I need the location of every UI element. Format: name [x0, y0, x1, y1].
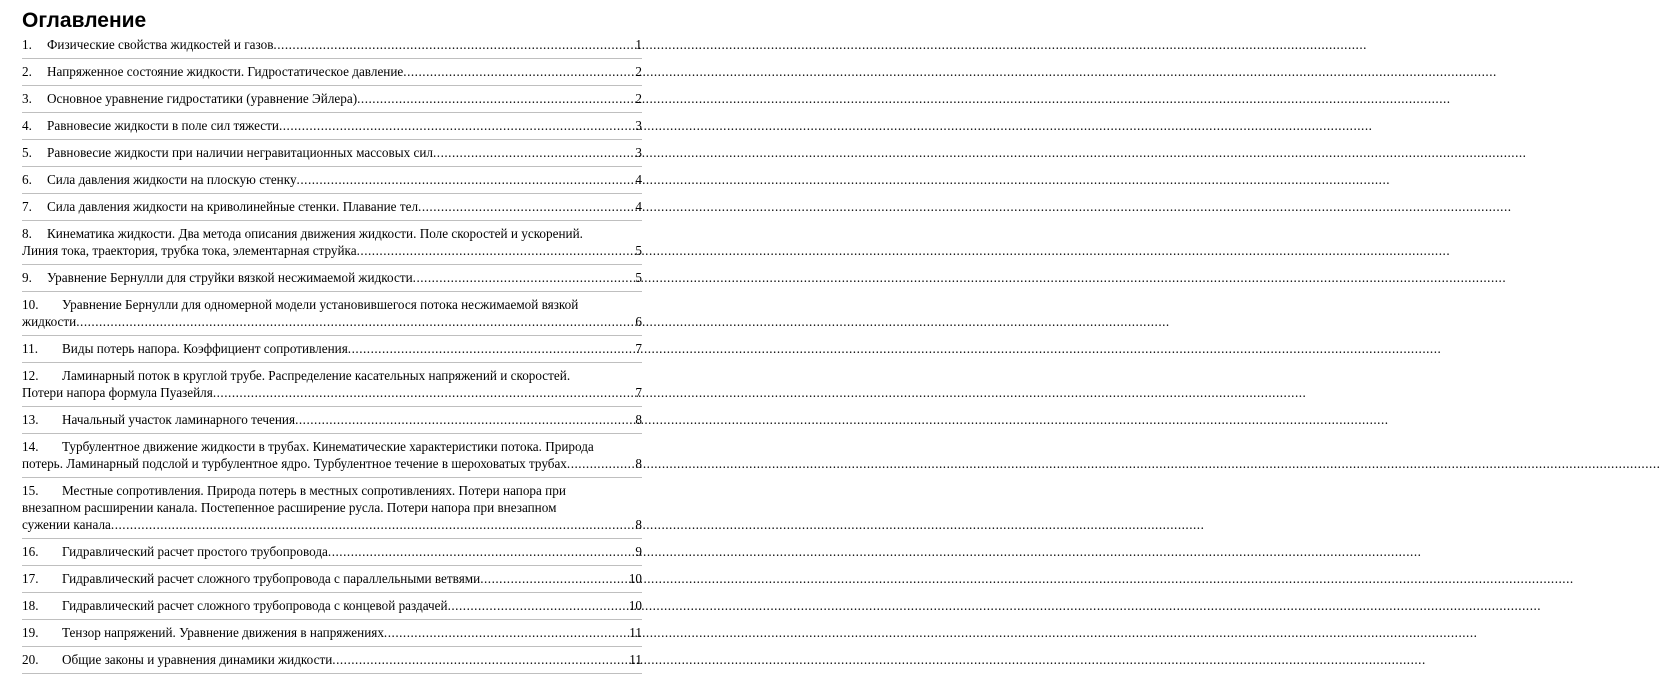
toc-entry-number: 8. [22, 226, 32, 241]
toc-entry-text: Гидравлический расчет сложного трубопровода с концевой раздачей [62, 598, 448, 613]
toc-entry-number: 1. [22, 37, 32, 52]
toc-entry-text-line-2: внезапном расширении канала. Постепенное расширение русла. Потери напора при внезапном [22, 500, 557, 515]
toc-entry-2[interactable] [22, 59, 642, 86]
toc-entry-text-line-1: Кинематика жидкости. Два метода описания движения жидкости. Поле скоростей и ускорений. [47, 226, 583, 241]
toc-entry-11[interactable] [22, 336, 642, 363]
toc-entry-text-line-1: Уравнение Бернулли для одномерной модели установившегося потока несжимаемой вязкой [62, 297, 579, 312]
toc-list [22, 36, 642, 674]
toc-entry-4[interactable] [22, 113, 642, 140]
toc-entry-5[interactable] [22, 140, 642, 167]
toc-entry-text: Гидравлический расчет простого трубопровода [62, 544, 328, 559]
toc-entry-text-line-1: Турбулентное движение жидкости в трубах. Кинематические характеристики потока. Природа [62, 439, 594, 454]
toc-entry-page: 11 [629, 625, 642, 640]
dot-leader [357, 90, 635, 107]
toc-entry-text-line-1: Ламинарный поток в круглой трубе. Распределение касательных напряжений и скоростей. [62, 368, 571, 383]
dot-leader [328, 543, 636, 560]
toc-entry-text-line-2: потерь. Ламинарный подслой и турбулентное ядро. Турбулентное течение в шероховатых трубах [22, 456, 567, 471]
dot-leader [384, 624, 629, 641]
dot-leader [332, 651, 629, 668]
dot-leader [76, 313, 635, 330]
toc-entry-page: 6 [635, 314, 642, 329]
toc-entry-text-line-2: Потери напора формула Пуазейля [22, 385, 213, 400]
toc-entry-number: 6. [22, 172, 32, 187]
toc-entry-number: 19. [22, 625, 39, 640]
toc-entry-text: Виды потерь напора. Коэффициент сопротивления [62, 341, 348, 356]
toc-entry-page: 8 [635, 517, 642, 532]
toc-entry-number: 20. [22, 652, 39, 667]
dot-leader [418, 198, 635, 215]
toc-entry-12[interactable] [22, 363, 642, 407]
toc-entry-page: 8 [635, 456, 642, 471]
dot-leader [448, 597, 629, 614]
dot-leader [273, 36, 635, 53]
toc-entry-page: 9 [635, 544, 642, 559]
dot-leader [348, 340, 636, 357]
toc-entry-number: 17. [22, 571, 39, 586]
toc-entry-page: 3 [635, 118, 642, 133]
toc-entry-1[interactable] [22, 36, 642, 59]
toc-entry-20[interactable] [22, 647, 642, 674]
toc-entry-page: 3 [635, 145, 642, 160]
dot-leader [413, 269, 636, 286]
toc-entry-number: 9. [22, 270, 32, 285]
toc-entry-page: 1 [635, 37, 642, 52]
toc-entry-number: 15. [22, 483, 39, 498]
toc-entry-14[interactable] [22, 434, 642, 478]
dot-leader [213, 384, 636, 401]
toc-entry-text: Сила давления жидкости на криволинейные стенки. Плавание тел [47, 199, 419, 214]
toc-entry-number: 7. [22, 199, 32, 214]
toc-entry-text: Сила давления жидкости на плоскую стенку [47, 172, 297, 187]
toc-entry-text-line-2: Линия тока, траектория, трубка тока, элементарная струйка [22, 243, 357, 258]
dot-leader [295, 411, 635, 428]
toc-entry-number: 12. [22, 368, 39, 383]
dot-leader [111, 516, 636, 533]
toc-entry-page: 7 [635, 385, 642, 400]
toc-entry-page: 4 [635, 172, 642, 187]
toc-entry-19[interactable] [22, 620, 642, 647]
toc-entry-10[interactable] [22, 292, 642, 336]
toc-entry-text: Начальный участок ламинарного течения [62, 412, 296, 427]
toc-entry-page: 11 [629, 652, 642, 667]
toc-entry-number: 13. [22, 412, 39, 427]
toc-entry-text: Напряженное состояние жидкости. Гидростатическое давление [47, 64, 404, 79]
toc-entry-page: 5 [635, 270, 642, 285]
toc-entry-page: 4 [635, 199, 642, 214]
toc-entry-page: 7 [635, 341, 642, 356]
toc-entry-text: Равновесие жидкости в поле сил тяжести [47, 118, 279, 133]
toc-entry-page: 2 [635, 91, 642, 106]
toc-entry-number: 10. [22, 297, 39, 312]
toc-entry-page: 8 [635, 412, 642, 427]
toc-entry-text-line-3: сужении канала [22, 517, 111, 532]
toc-title: Оглавление [22, 9, 147, 32]
dot-leader [567, 455, 636, 472]
dot-leader [480, 570, 629, 587]
dot-leader [357, 242, 636, 259]
toc-entry-6[interactable] [22, 167, 642, 194]
toc-entry-number: 2. [22, 64, 32, 79]
toc-entry-number: 14. [22, 439, 39, 454]
toc-entry-text: Гидравлический расчет сложного трубопровода с параллельными ветвями [62, 571, 481, 586]
toc-entry-page: 2 [635, 64, 642, 79]
toc-entry-text-line-1: Местные сопротивления. Природа потерь в местных сопротивлениях. Потери напора при [62, 483, 566, 498]
toc-entry-number: 18. [22, 598, 39, 613]
dot-leader [297, 171, 636, 188]
toc-entry-number: 4. [22, 118, 32, 133]
toc-entry-15[interactable] [22, 478, 642, 539]
toc-entry-text: Основное уравнение гидростатики (уравнение Эйлера) [47, 91, 358, 106]
toc-entry-7[interactable] [22, 194, 642, 221]
toc-entry-13[interactable] [22, 407, 642, 434]
toc-entry-text: Физические свойства жидкостей и газов [47, 37, 274, 52]
toc-entry-9[interactable] [22, 265, 642, 292]
document-page [0, 0, 666, 667]
toc-entry-page: 10 [628, 571, 642, 586]
toc-entry-3[interactable] [22, 86, 642, 113]
toc-entry-number: 11. [22, 341, 38, 356]
toc-entry-17[interactable] [22, 566, 642, 593]
toc-entry-text: Тензор напряжений. Уравнение движения в напряжениях [62, 625, 384, 640]
toc-entry-number: 16. [22, 544, 39, 559]
dot-leader [433, 144, 635, 161]
toc-entry-text-line-2: жидкости [22, 314, 77, 329]
toc-entry-18[interactable] [22, 593, 642, 620]
toc-entry-page: 5 [635, 243, 642, 258]
toc-entry-text: Уравнение Бернулли для струйки вязкой несжимаемой жидкости [47, 270, 413, 285]
toc-entry-text: Равновесие жидкости при наличии негравитационных массовых сил [47, 145, 433, 160]
toc-entry-8[interactable] [22, 221, 642, 265]
toc-entry-page: 10 [628, 598, 642, 613]
toc-entry-text: Общие законы и уравнения динамики жидкости [62, 652, 333, 667]
toc-entry-number: 3. [22, 91, 32, 106]
toc-entry-16[interactable] [22, 539, 642, 566]
dot-leader [279, 117, 635, 134]
toc-entry-number: 5. [22, 145, 32, 160]
dot-leader [403, 63, 635, 80]
